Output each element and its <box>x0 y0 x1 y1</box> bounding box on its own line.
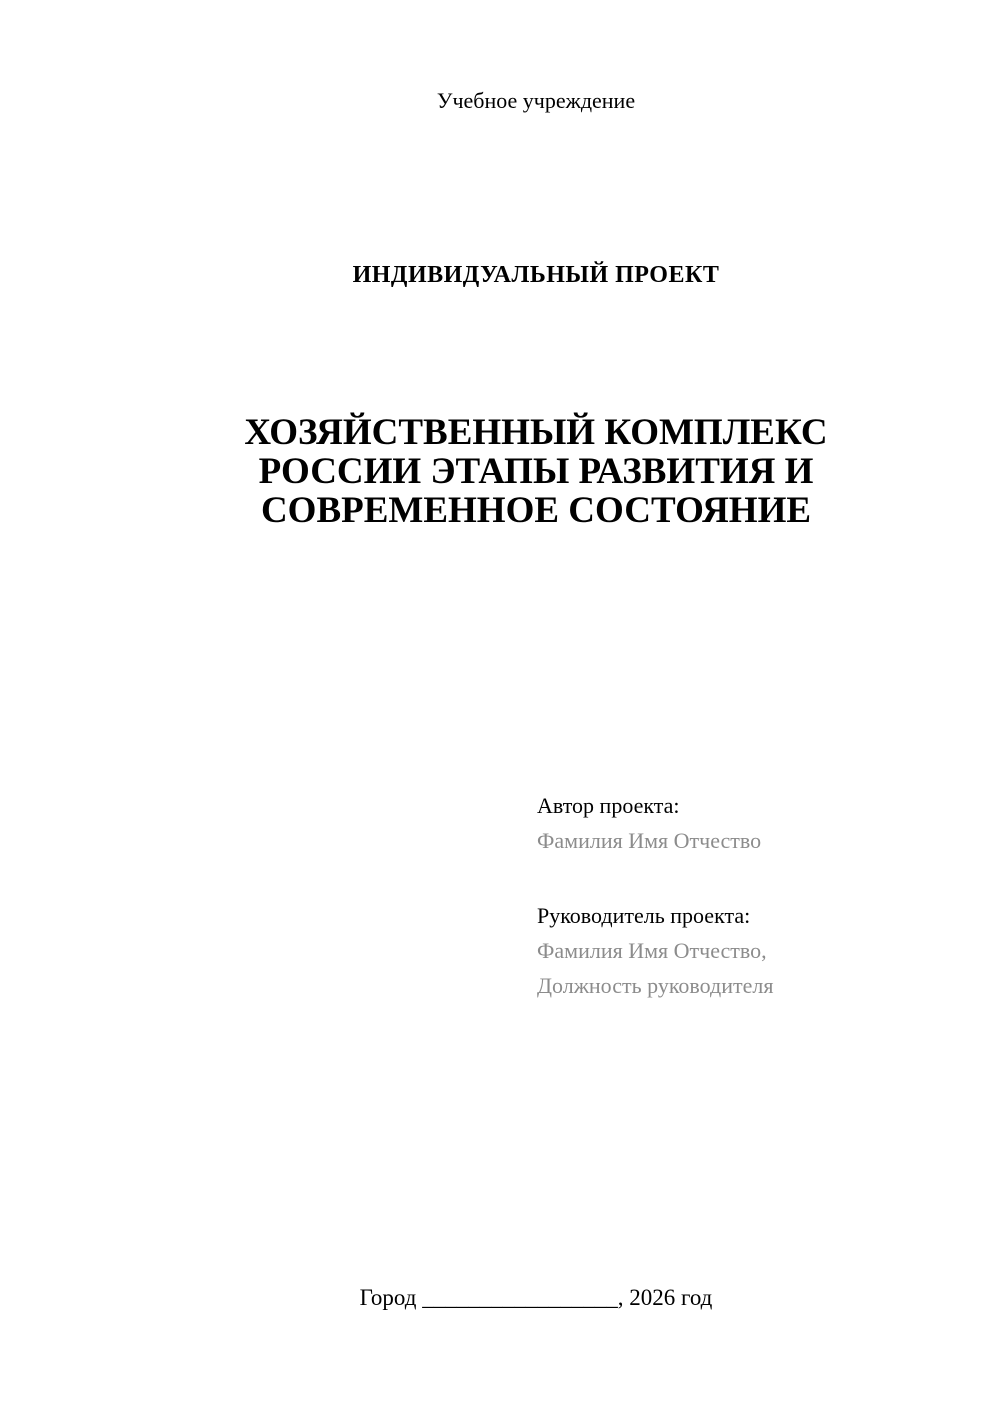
supervisor-name-placeholder: Фамилия Имя Отчество, <box>537 938 767 963</box>
project-title <box>143 414 929 531</box>
author-label: Автор проекта: <box>537 793 680 818</box>
project-title-line-1: ХОЗЯЙСТВЕННЫЙ КОМПЛЕКС <box>244 412 828 453</box>
project-type-heading: ИНДИВИДУАЛЬНЫЙ ПРОЕКТ <box>352 262 720 288</box>
project-title-line-2: РОССИИ ЭТАПЫ РАЗВИТИЯ И <box>258 450 814 492</box>
institution-name: Учебное учреждение <box>436 88 636 113</box>
supervisor-label: Руководитель проекта: <box>537 903 751 928</box>
author-name-placeholder: Фамилия Имя Отчество <box>537 828 762 853</box>
credits-block <box>537 788 773 1003</box>
project-title-line-3: СОВРЕМЕННОЕ СОСТОЯНИЕ <box>260 489 812 531</box>
supervisor-position-placeholder: Должность руководителя <box>537 973 774 998</box>
city-year-line: Город _________________, 2026 год <box>359 1285 713 1310</box>
